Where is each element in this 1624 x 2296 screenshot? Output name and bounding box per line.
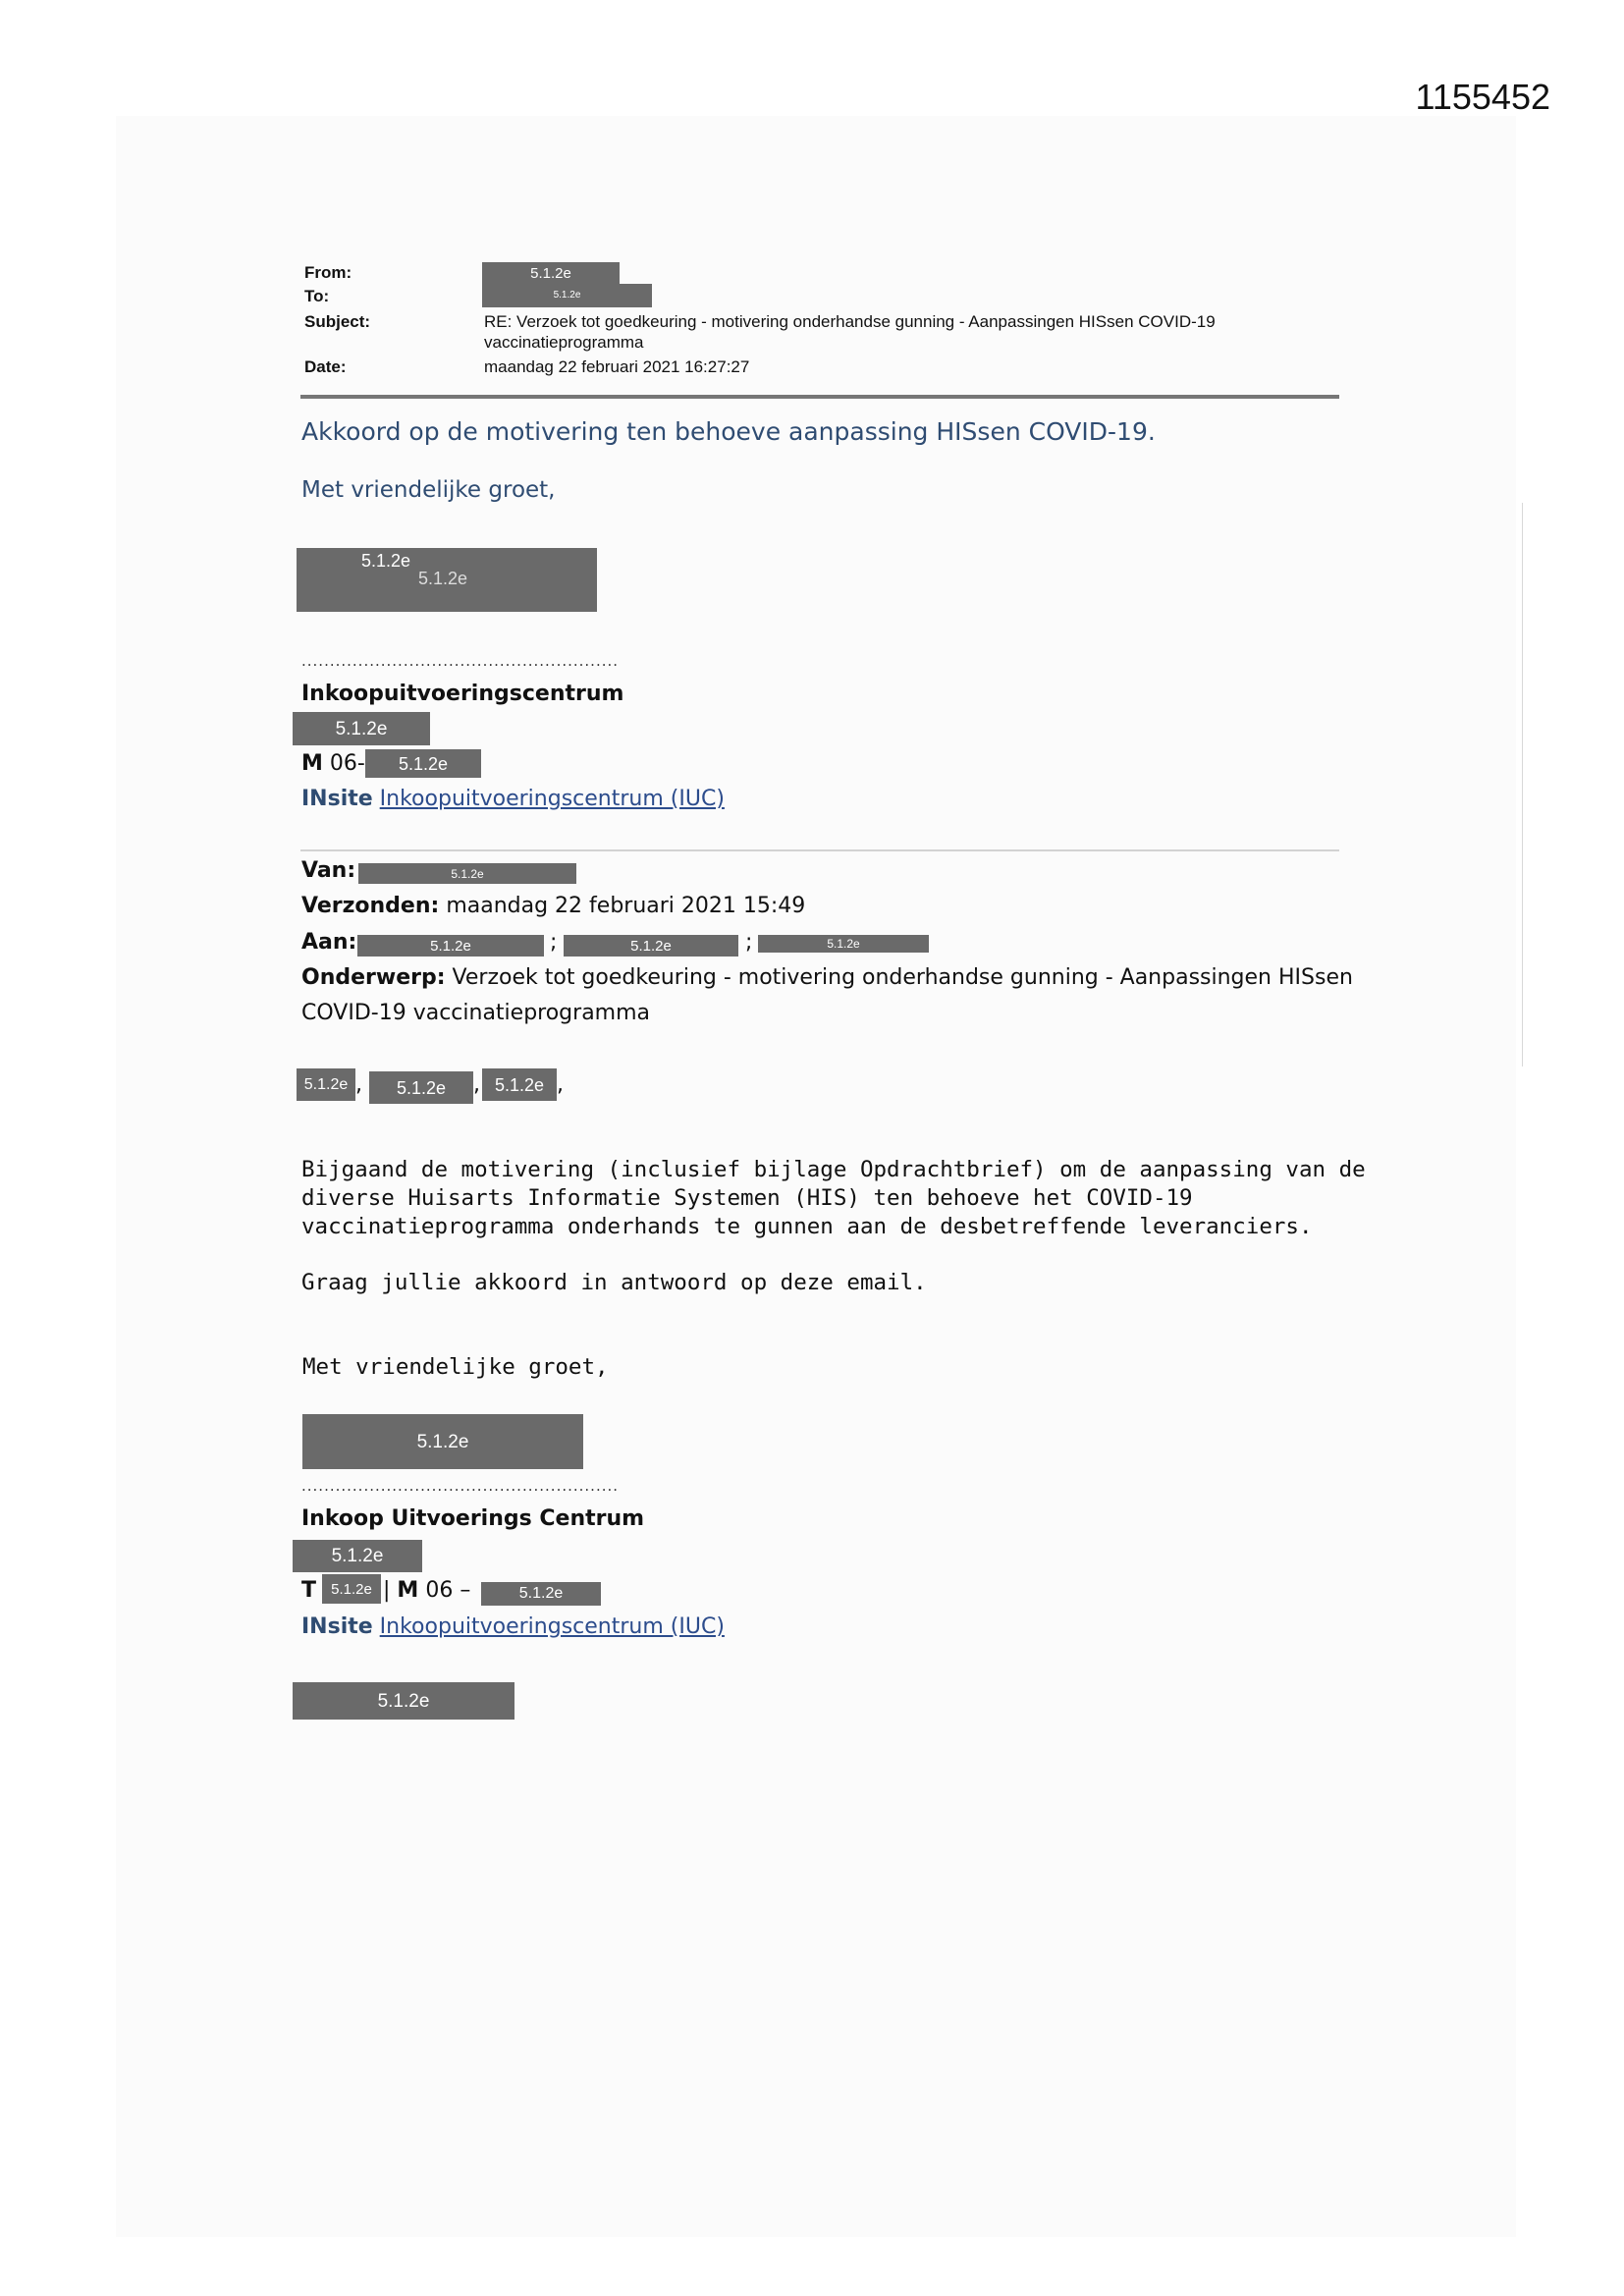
onderwerp-label: Onderwerp:: [301, 965, 446, 990]
mobile-redaction: 5.1.2e: [365, 749, 481, 778]
header-divider: [300, 395, 1339, 399]
original-greeting: Met vriendelijke groet,: [302, 1354, 609, 1380]
body-line-2: diverse Huisarts Informatie Systemen (HIS) ten behoeve het COVID-19: [301, 1185, 1193, 1211]
mobile-line: [301, 751, 365, 776]
insite-label: INsite: [301, 787, 373, 811]
salutation-redaction-3: 5.1.2e: [482, 1068, 557, 1101]
original-insite-link[interactable]: Inkoopuitvoeringscentrum (IUC): [379, 1614, 725, 1639]
footer-redaction: 5.1.2e: [293, 1682, 514, 1720]
date-label: Date:: [304, 357, 347, 376]
verzonden-label: Verzonden:: [301, 894, 440, 918]
insite-link[interactable]: Inkoopuitvoeringscentrum (IUC): [379, 787, 725, 811]
mobile-prefix: 06-: [329, 751, 365, 776]
signature-redaction: [297, 548, 597, 612]
phone-redaction: 5.1.2e: [322, 1574, 381, 1604]
original-insite-label: INsite: [301, 1614, 373, 1639]
verzonden-line: [301, 894, 805, 918]
from-redaction: 5.1.2e: [482, 262, 620, 284]
reply-body: Akkoord op de motivering ten behoeve aanpassing HISsen COVID-19.: [301, 417, 1156, 446]
aan-line: [301, 930, 356, 955]
original-department-redaction: 5.1.2e: [293, 1540, 422, 1572]
phone-pipe: |: [383, 1578, 391, 1603]
salutation-redaction-1: 5.1.2e: [297, 1068, 355, 1101]
onderwerp-value-2: COVID-19 vaccinatieprogramma: [301, 1001, 651, 1025]
onderwerp-value-1: Verzoek tot goedkeuring - motivering onderhandse gunning - Aanpassingen HISsen: [452, 965, 1353, 990]
salutation-sep-2: ,: [473, 1072, 480, 1097]
signature-redaction-label-a: 5.1.2e: [361, 551, 411, 571]
mobile-label: M: [301, 751, 323, 776]
scan-edge-line: [1522, 503, 1523, 1066]
aan-label: Aan:: [301, 930, 357, 955]
to-label: To:: [304, 287, 330, 305]
subject-line-1: RE: Verzoek tot goedkeuring - motivering onderhandse gunning - Aanpassingen HISsen COVID-19: [484, 312, 1216, 331]
original-signature-redaction: 5.1.2e: [302, 1414, 583, 1469]
phone-mobile-line: [383, 1578, 470, 1603]
original-mobile-redaction: 5.1.2e: [481, 1582, 601, 1606]
van-label: Van:: [301, 858, 356, 883]
body-line-3: vaccinatieprogramma onderhands te gunnen aan de desbetreffende leveranciers.: [301, 1214, 1313, 1239]
to-redaction: 5.1.2e: [482, 284, 652, 307]
salutation-sep-1: ,: [355, 1072, 362, 1097]
original-mobile-label: M: [397, 1578, 419, 1603]
verzonden-value: maandag 22 februari 2021 15:49: [446, 894, 806, 918]
org-name: [301, 682, 623, 706]
original-signature-dots: ........................................................: [301, 1477, 620, 1495]
aan-separator-2: ;: [745, 930, 753, 955]
department-redaction: 5.1.2e: [293, 712, 430, 745]
quoted-divider: [300, 849, 1339, 851]
insite-line: [301, 787, 725, 811]
phone-label: T: [301, 1578, 317, 1603]
from-label: From:: [304, 263, 352, 282]
salutation-redaction-2: 5.1.2e: [369, 1071, 473, 1104]
signature-dots: ........................................................: [301, 652, 620, 670]
van-line: [301, 858, 355, 883]
aan-separator-1: ;: [550, 930, 558, 955]
reply-greeting: Met vriendelijke groet,: [301, 477, 556, 503]
original-insite-line: [301, 1614, 725, 1639]
aan-redaction-2: 5.1.2e: [564, 935, 738, 957]
phone-label-line: [301, 1578, 316, 1603]
signature-redaction-label-b: 5.1.2e: [418, 569, 468, 588]
van-redaction: 5.1.2e: [358, 863, 576, 884]
request-line: Graag jullie akkoord in antwoord op deze email.: [301, 1270, 927, 1295]
original-org-text: Inkoop Uitvoerings Centrum: [301, 1506, 645, 1531]
subject-line-2: vaccinatieprogramma: [484, 333, 644, 352]
aan-redaction-1: 5.1.2e: [357, 935, 544, 957]
aan-redaction-3: 5.1.2e: [758, 935, 929, 953]
org-name-text: Inkoopuitvoeringscentrum: [301, 682, 624, 706]
subject-label: Subject:: [304, 312, 371, 331]
original-org: [301, 1506, 644, 1531]
date-value: maandag 22 februari 2021 16:27:27: [484, 357, 750, 376]
body-line-1: Bijgaand de motivering (inclusief bijlage Opdrachtbrief) om de aanpassing van de: [301, 1157, 1366, 1182]
document-id: 1155452: [1415, 77, 1550, 117]
onderwerp-line-1: [301, 965, 1353, 990]
salutation-sep-3: ,: [557, 1072, 564, 1097]
original-mobile-prefix: 06 –: [425, 1578, 471, 1603]
